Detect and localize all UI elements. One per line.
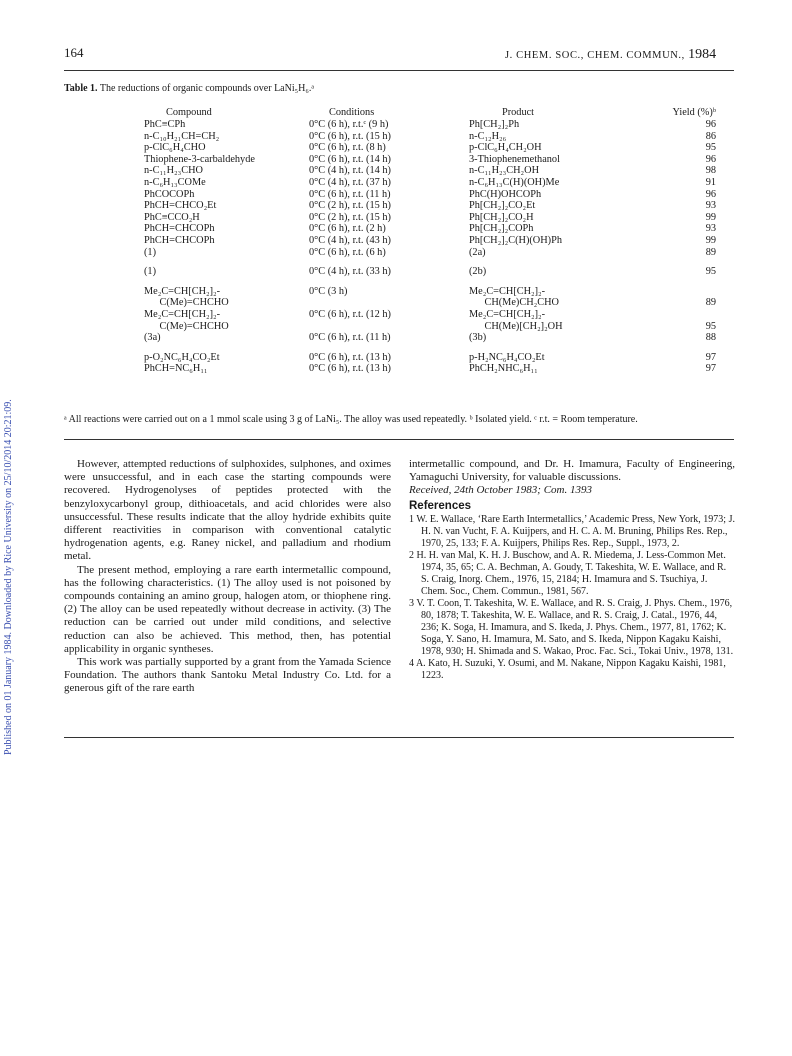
cell-product: (2a): [469, 246, 486, 258]
cell-compound: PhCH=CHCOPh: [144, 223, 215, 235]
cell-yield: 97: [705, 351, 716, 363]
cell-yield: 89: [705, 297, 716, 309]
cell-yield: 96: [705, 119, 716, 130]
cell-yield: 95: [705, 320, 716, 332]
cell-yield: 96: [705, 153, 716, 165]
paragraph-4: intermetallic compound, and Dr. H. Imamura, Faculty of Engineering, Yamaguchi University, for valuable discussions.: [409, 458, 735, 484]
header-conditions: Conditions: [329, 107, 375, 118]
table-row: [144, 212, 716, 224]
cell-conditions: [309, 321, 469, 333]
table-header-row: [144, 106, 716, 119]
table-row: [144, 344, 716, 364]
cell-product: n-C₁₂H₂₆: [469, 130, 507, 142]
cell-yield: 93: [705, 223, 716, 235]
header-rule: [64, 70, 734, 71]
table-row: [144, 321, 716, 333]
cell-conditions: 0°C (6 h), r.t. (8 h): [309, 142, 386, 154]
table-row: [144, 165, 716, 177]
table-row: [144, 258, 716, 278]
cell-conditions: 0°C (6 h), r.t. (13 h): [309, 363, 391, 375]
cell-compound: (3a): [144, 332, 161, 344]
cell-conditions: 0°C (6 h), r.t. (14 h): [309, 153, 391, 165]
table-label: Table 1.: [64, 83, 98, 94]
cell-compound: n-C₆H₁₃COMe: [144, 176, 206, 188]
table-row: [144, 200, 716, 212]
table-row: [144, 154, 716, 166]
cell-product: PhC(H)OHCOPh: [469, 188, 542, 200]
header-yield: Yield (%)ᵇ: [672, 107, 716, 118]
cell-yield: 88: [705, 332, 716, 344]
cell-compound: Thiophene-3-carbaldehyde: [144, 153, 255, 165]
right-column: [409, 458, 735, 682]
table-caption-text: The reductions of organic compounds over LaNi₅H₆.ᵃ: [99, 83, 315, 94]
cell-yield: 99: [705, 211, 716, 223]
cell-conditions: 0°C (6 h), r.t.ᶜ (9 h): [309, 119, 389, 130]
cell-compound: PhC≡CCO₂H: [144, 211, 200, 223]
table-row: [144, 247, 716, 259]
cell-compound: Me₂C=CH[CH₂]₂-: [144, 285, 221, 297]
table-row: [144, 309, 716, 321]
cell-product: CH(Me)[CH₂]₂OH: [469, 320, 563, 332]
reference-item: 3 V. T. Coon, T. Takeshita, W. E. Wallace, and R. S. Craig, J. Phys. Chem., 1976, 80, 1878; T. Takeshita, W. E. Wallace, and R. S. Craig, J. Catal., 1976, 44, 236; K. Soga, H. Imamura, and S. Ikeda, J. Phys. Chem., 1977, 81, 1762; K. Soga, Y. Sano, H. Imamura, M. Sato, and S. Ikeda, Nippon Kagaku Kaishi, 1978, 930; H. Shimada and S. Wakao, Proc. Fac. Sci., Tokai Univ., 1978, 131.: [409, 597, 734, 657]
cell-product: Ph[CH₂]₂CO₂H: [469, 211, 534, 223]
table-row: [144, 363, 716, 375]
table-footnote: ᵃ All reactions were carried out on a 1 mmol scale using 3 g of LaNi₅. The alloy was used repeatedly. ᵇ Isolated yield. ᶜ r.t. = Room temperature.: [64, 414, 638, 425]
cell-product: Ph[CH₂]₂Ph: [469, 119, 520, 130]
cell-yield: 99: [705, 234, 716, 246]
paragraph-1: However, attempted reductions of sulphoxides, sulphones, and oximes were unsuccessful, and in each case the starting compounds were recovered. Hydrogenolyses of peptides protected with the benzyloxycarbonyl group, dithioacetals, and acid chlorides were also unsuccessful. These results indicate that the alloy hydride exhibits quite different reactivities in comparison with conventional catalytic hydrogenation agents, e.g. Raney nickel, and palladium and rhodium metal.: [64, 458, 391, 563]
cell-product: Ph[CH₂]₂C(H)(OH)Ph: [469, 234, 562, 246]
paragraph-2: The present method, employing a rare earth intermetallic compound, has the following characteristics. (1) The alloy used is not poisoned by compounds containing an amino group, halogen atom, or thiophene ring. (2) The alloy can be used repeatedly without decrease in activity. (3) The reduction can be carried out under mild conditions, and selective reduction can also be achieved. This method, then, has potential applicability in organic syntheses.: [64, 563, 391, 655]
cell-yield: [666, 278, 716, 298]
cell-conditions: 0°C (4 h), r.t. (43 h): [309, 234, 391, 246]
cell-yield: 93: [705, 200, 716, 212]
cell-conditions: 0°C (4 h), r.t. (14 h): [309, 165, 391, 177]
journal-year: 1984: [688, 47, 717, 62]
cell-compound: PhCH=CHCOPh: [144, 234, 215, 246]
cell-conditions: [309, 297, 469, 309]
cell-yield: 89: [705, 246, 716, 258]
cell-product: n-C₁₁H₂₃CH₂OH: [469, 165, 540, 177]
cell-conditions: 0°C (6 h), r.t. (13 h): [309, 351, 391, 363]
journal-name: J. CHEM. SOC., CHEM. COMMUN.,: [505, 50, 685, 61]
reference-item: 2 H. H. van Mal, K. H. J. Buschow, and A. R. Miedema, J. Less-Common Met. 1974, 35, 65; C. A. Bechman, A. Goudy, T. Takeshita, W. E. Wallace, and R. S. Craig, Inorg. Chem., 1976, 15, 2184; H. Imamura and S. Tsuchiya, J. Chem. Soc., Chem. Commun., 1981, 567.: [409, 549, 727, 597]
cell-conditions: 0°C (6 h), r.t. (12 h): [309, 308, 391, 320]
cell-compound: (1): [144, 246, 157, 258]
cell-product: Me₂C=CH[CH₂]₂-: [469, 285, 546, 297]
references-list: [409, 514, 735, 682]
cell-yield: 98: [705, 165, 716, 177]
left-column: [64, 458, 391, 696]
footer-rule: [64, 737, 734, 738]
download-watermark: Published on 01 January 1984. Downloaded by Rice University on 25/10/2014 20:21:09.: [3, 399, 14, 755]
table-row: [144, 131, 716, 143]
cell-conditions: 0°C (4 h), r.t. (33 h): [309, 266, 391, 278]
cell-compound: PhCH=CHCO₂Et: [144, 200, 217, 212]
table-bottom-rule: [64, 439, 734, 440]
cell-compound: PhC≡CPh: [144, 119, 186, 130]
cell-compound: n-C₁₁H₂₃CHO: [144, 165, 203, 177]
cell-product: p-ClC₆H₄CH₂OH: [469, 142, 542, 154]
table-row: [144, 235, 716, 247]
references-heading: References: [409, 499, 472, 512]
cell-product: Ph[CH₂]₂CO₂Et: [469, 200, 536, 212]
cell-product: CH(Me)CH₂CHO: [469, 297, 559, 309]
cell-conditions: 0°C (6 h), r.t. (15 h): [309, 130, 391, 142]
cell-conditions: 0°C (6 h), r.t. (11 h): [309, 188, 391, 200]
received-line: Received, 24th October 1983; Com. 1393: [409, 484, 592, 497]
cell-product: Ph[CH₂]₂COPh: [469, 223, 534, 235]
table-row: [144, 278, 716, 298]
cell-yield: [666, 309, 716, 321]
cell-product: Me₂C=CH[CH₂]₂-: [469, 308, 546, 320]
cell-compound: p-O₂NC₆H₄CO₂Et: [144, 351, 220, 363]
cell-compound: (1): [144, 266, 157, 278]
cell-product: n-C₆H₁₃C(H)(OH)Me: [469, 176, 560, 188]
cell-yield: 91: [705, 176, 716, 188]
cell-yield: 96: [705, 188, 716, 200]
cell-conditions: 0°C (6 h), r.t. (2 h): [309, 223, 386, 235]
cell-compound: C(Me)=CHCHO: [144, 320, 229, 332]
cell-compound: C(Me)=CHCHO: [144, 297, 229, 309]
cell-yield: 97: [705, 363, 716, 375]
table-row: [144, 332, 716, 344]
cell-conditions: 0°C (6 h), r.t. (11 h): [309, 332, 391, 344]
cell-product: PhCH₂NHC₆H₁₁: [469, 363, 538, 375]
cell-product: p-H₂NC₆H₄CO₂Et: [469, 351, 545, 363]
cell-yield: 95: [705, 142, 716, 154]
cell-product: 3-Thiophenemethanol: [469, 153, 560, 165]
table-row: [144, 223, 716, 235]
page-number: 164: [64, 45, 84, 60]
table-row: [144, 189, 716, 201]
reductions-table: [144, 106, 716, 375]
cell-conditions: 0°C (2 h), r.t. (15 h): [309, 200, 391, 212]
table-row: [144, 142, 716, 154]
cell-yield: 86: [705, 130, 716, 142]
table-caption: [64, 83, 314, 94]
journal-header: [505, 47, 716, 63]
cell-compound: PhCOCOPh: [144, 188, 195, 200]
header-compound: Compound: [166, 107, 212, 118]
cell-product: (2b): [469, 266, 487, 278]
table-row: [144, 119, 716, 131]
cell-conditions: 0°C (2 h), r.t. (15 h): [309, 211, 391, 223]
cell-conditions: 0°C (6 h), r.t. (6 h): [309, 246, 386, 258]
reference-item: 4 A. Kato, H. Suzuki, Y. Osumi, and M. Nakane, Nippon Kagaku Kaishi, 1981, 1223.: [409, 657, 726, 681]
table-body: [144, 119, 716, 375]
cell-product: (3b): [469, 332, 487, 344]
header-product: Product: [502, 107, 535, 118]
reference-item: 1 W. E. Wallace, ‘Rare Earth Intermetallics,’ Academic Press, New York, 1973; J. H. N. van Vucht, F. A. Kuijpers, and H. C. A. M. Bruning, Philips Res. Rep., 1970, 25, 133; F. A. Kuijpers, Philips Res. Rep., Suppl., 1973, 2.: [409, 513, 735, 549]
cell-yield: 95: [705, 266, 716, 278]
table-row: [144, 297, 716, 309]
cell-conditions: 0°C (4 h), r.t. (37 h): [309, 176, 391, 188]
cell-compound: Me₂C=CH[CH₂]₂-: [144, 308, 221, 320]
cell-compound: PhCH=NC₆H₁₁: [144, 363, 208, 375]
table-row: [144, 177, 716, 189]
cell-compound: n-C₁₀H₂₁CH=CH₂: [144, 130, 220, 142]
cell-compound: p-ClC₆H₄CHO: [144, 142, 206, 154]
cell-conditions: 0°C (3 h): [309, 285, 348, 297]
paragraph-3: This work was partially supported by a grant from the Yamada Science Foundation. The authors thank Santoku Metal Industry Co. Ltd. for a generous gift of the rare earth: [64, 656, 391, 695]
